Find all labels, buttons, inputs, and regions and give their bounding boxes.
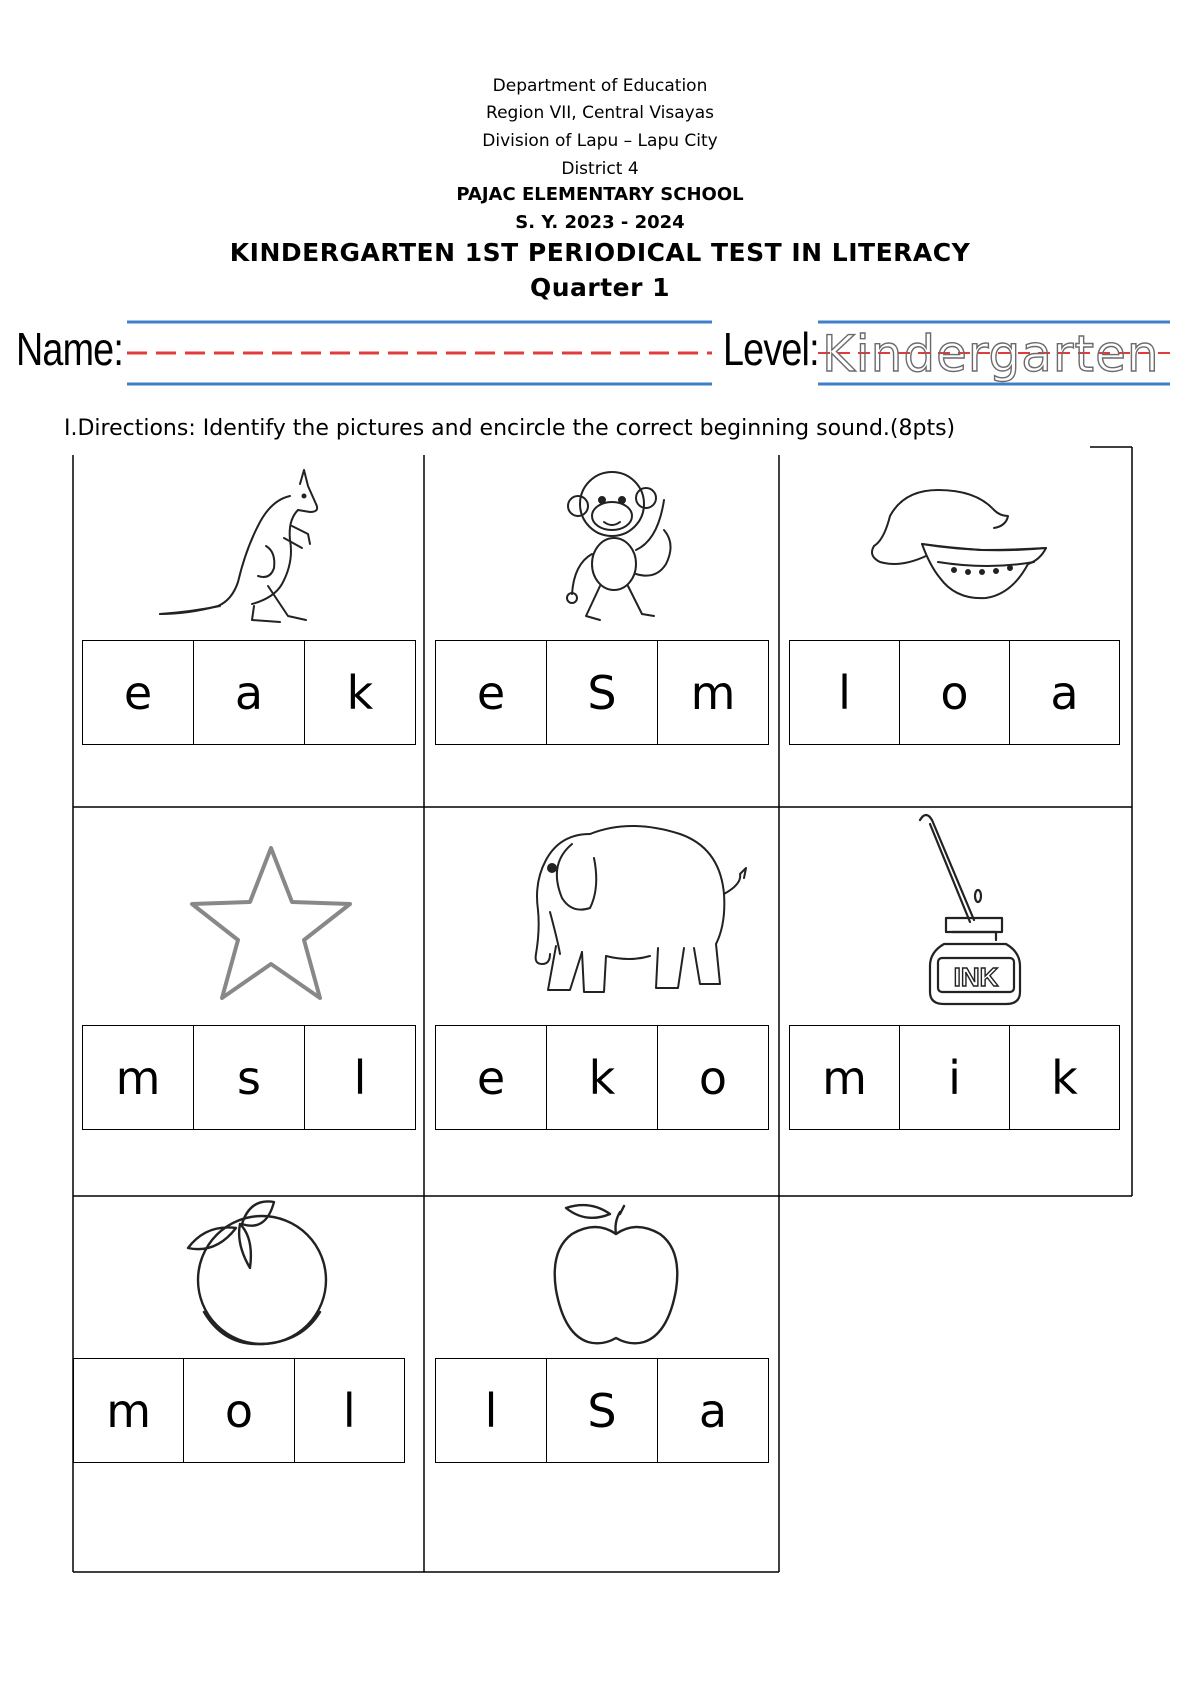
header-region: Region VII, Central Visayas bbox=[486, 103, 714, 123]
kangaroo-icon bbox=[158, 466, 338, 626]
level-label: Level: bbox=[723, 323, 819, 375]
header-division: Division of Lapu – Lapu City bbox=[482, 131, 718, 151]
name-label: Name: bbox=[16, 323, 123, 375]
choice-5-b[interactable]: k bbox=[547, 1026, 658, 1129]
choice-group-4 bbox=[82, 1025, 416, 1130]
choice-8-b[interactable]: S bbox=[547, 1359, 658, 1462]
choice-group-3 bbox=[789, 640, 1120, 745]
elephant-icon bbox=[500, 816, 752, 1006]
header-district: District 4 bbox=[561, 159, 639, 179]
choice-1-a[interactable]: e bbox=[83, 641, 194, 744]
choice-group-7 bbox=[73, 1358, 405, 1463]
choice-2-b[interactable]: S bbox=[547, 641, 658, 744]
choice-group-1 bbox=[82, 640, 416, 745]
choice-3-b[interactable]: o bbox=[900, 641, 1010, 744]
choice-3-c[interactable]: a bbox=[1050, 665, 1079, 720]
choice-4-a[interactable]: m bbox=[83, 1026, 194, 1129]
monkey-icon bbox=[552, 464, 692, 629]
choice-7-b[interactable]: o bbox=[184, 1359, 294, 1462]
choice-group-8 bbox=[435, 1358, 769, 1463]
apple-icon bbox=[550, 1200, 682, 1348]
choice-6-b[interactable]: i bbox=[900, 1026, 1010, 1129]
lemon-icon bbox=[866, 482, 1066, 602]
choice-4-b[interactable]: s bbox=[194, 1026, 305, 1129]
choice-6-c[interactable]: k bbox=[1051, 1050, 1078, 1105]
choice-1-c[interactable]: k bbox=[346, 665, 374, 720]
header-department: Department of Education bbox=[492, 76, 708, 96]
star-icon bbox=[186, 842, 356, 1004]
page-title: KINDERGARTEN 1ST PERIODICAL TEST IN LITERACY bbox=[229, 238, 971, 267]
quarter-label: Quarter 1 bbox=[529, 273, 671, 302]
directions: I.Directions: Identify the pictures and encircle the correct beginning sound.(8pts) bbox=[64, 416, 956, 441]
choice-group-6 bbox=[789, 1025, 1120, 1130]
choice-6-a[interactable]: m bbox=[790, 1026, 900, 1129]
level-value: Kindergarten bbox=[822, 325, 1160, 383]
choice-4-c[interactable]: l bbox=[353, 1050, 367, 1105]
ink-label-text: INK bbox=[953, 962, 999, 992]
orange-icon bbox=[176, 1200, 336, 1350]
header-school-year: S. Y. 2023 - 2024 bbox=[515, 212, 685, 233]
choice-group-2 bbox=[435, 640, 769, 745]
ink-bottle-icon bbox=[916, 812, 1026, 1012]
choice-2-c[interactable]: m bbox=[690, 665, 736, 720]
choice-5-a[interactable]: e bbox=[436, 1026, 547, 1129]
choice-1-b[interactable]: a bbox=[194, 641, 305, 744]
header-school: PAJAC ELEMENTARY SCHOOL bbox=[456, 184, 744, 205]
choice-8-c[interactable]: a bbox=[698, 1383, 728, 1438]
choice-group-5 bbox=[435, 1025, 769, 1130]
choice-7-c[interactable]: l bbox=[342, 1383, 356, 1438]
choice-5-c[interactable]: o bbox=[698, 1050, 728, 1105]
choice-3-a[interactable]: l bbox=[790, 641, 900, 744]
choice-7-a[interactable]: m bbox=[74, 1359, 184, 1462]
choice-2-a[interactable]: e bbox=[436, 641, 547, 744]
choice-8-a[interactable]: l bbox=[436, 1359, 547, 1462]
